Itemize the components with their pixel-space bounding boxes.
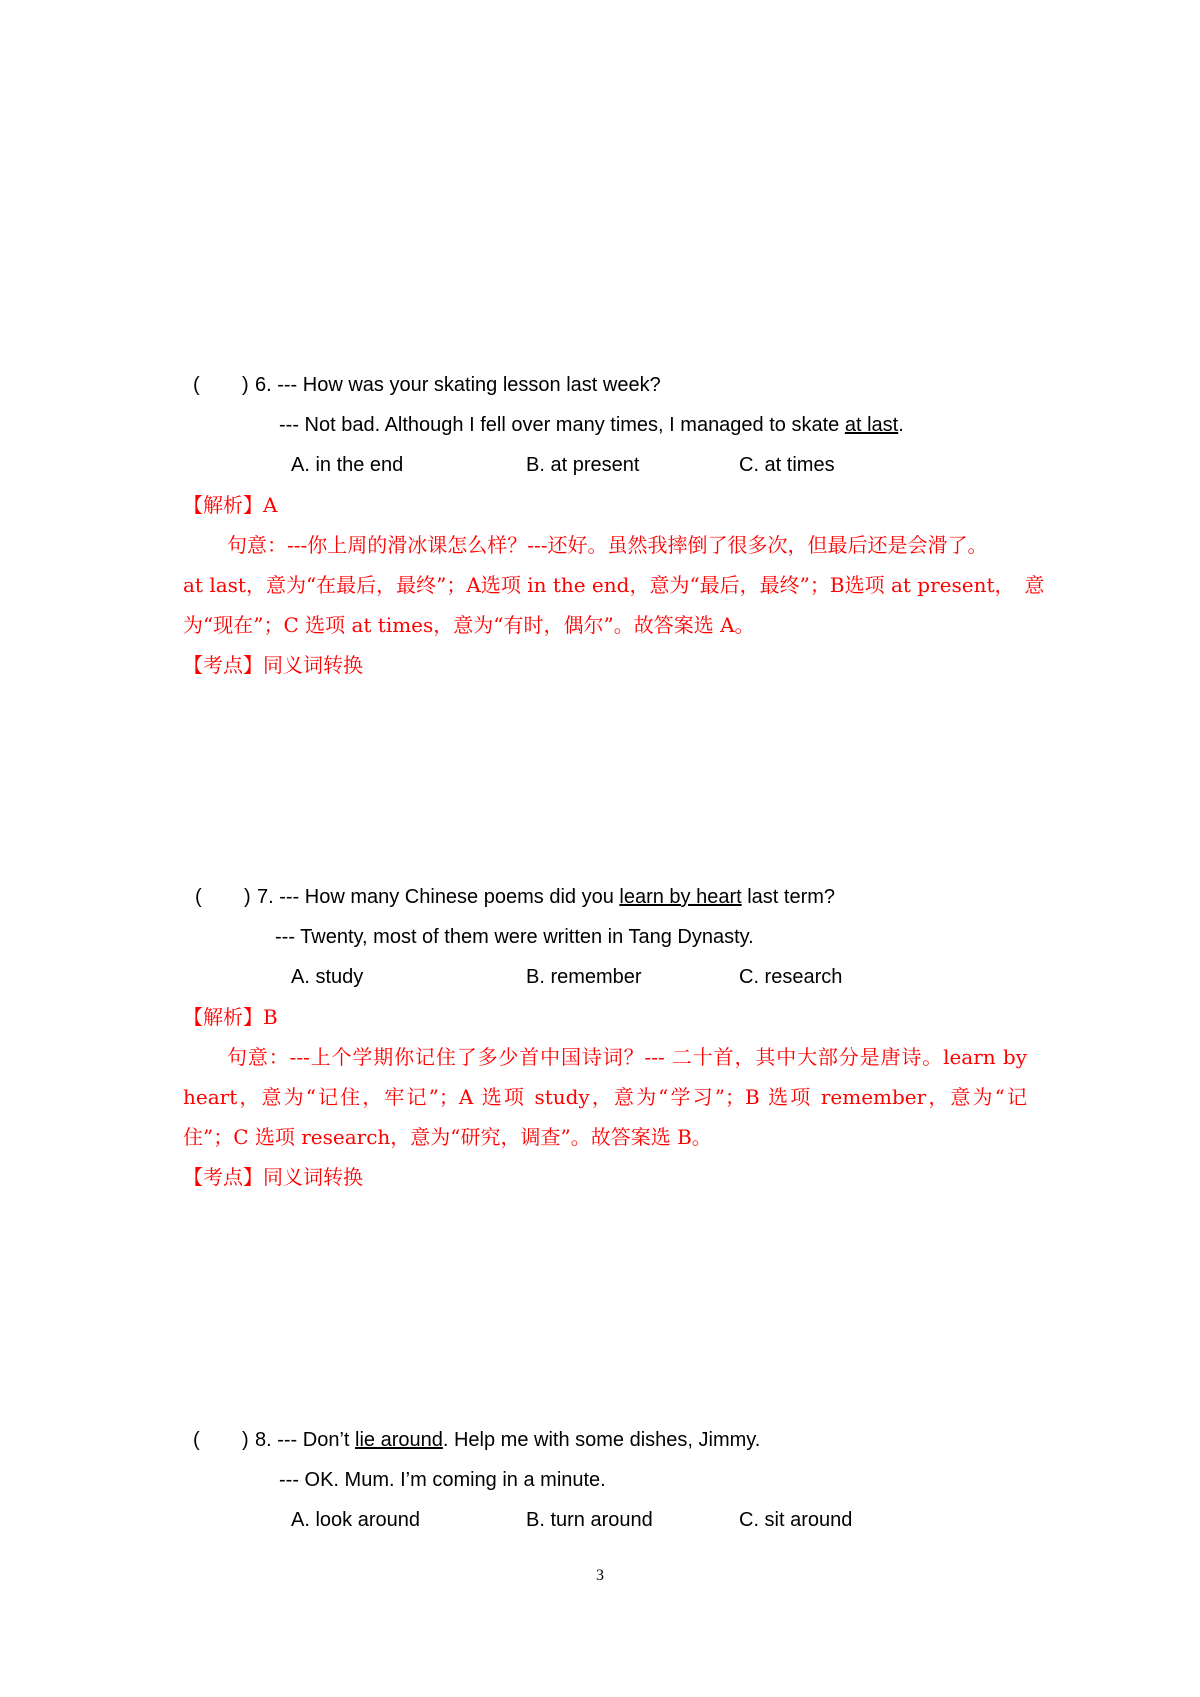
underlined-phrase: lie around — [355, 1429, 443, 1451]
analysis-line: at last，意为“在最后，最终”；A选项 in the end，意为“最后，最终”；B选项 at present， 意 — [183, 573, 1045, 597]
question-paren-open: ( — [193, 1429, 200, 1451]
analysis-label: 【解析】A — [183, 493, 278, 517]
question-reply: --- OK. Mum. I’m coming in a minute. — [279, 1469, 606, 1491]
key-point-label: 【考点】同义词转换 — [183, 1165, 363, 1189]
stem-text: 7. --- How many Chinese poems did you — [257, 886, 620, 908]
question-paren-close: ) — [244, 886, 251, 908]
question-reply: --- Twenty, most of them were written in Tang Dynasty. — [275, 926, 754, 948]
analysis-label: 【解析】B — [183, 1005, 278, 1029]
option-c: C. sit around — [739, 1509, 853, 1531]
question-reply — [279, 412, 904, 438]
reply-text: --- Not bad. Although I fell over many times, I managed to skate — [279, 414, 845, 436]
question-paren-close: ) — [242, 1429, 249, 1451]
key-point-label: 【考点】同义词转换 — [183, 653, 363, 677]
option-b: B. remember — [526, 966, 642, 988]
reply-end: . — [898, 414, 904, 436]
option-c: C. research — [739, 966, 843, 988]
question-stem — [255, 1427, 760, 1453]
analysis-line: 为“现在”；C 选项 at times，意为“有时，偶尔”。故答案选 A。 — [183, 613, 755, 637]
page-number: 3 — [596, 1567, 604, 1584]
option-b: B. at present — [526, 454, 640, 476]
underlined-phrase: at last — [844, 414, 899, 436]
option-a: A. look around — [291, 1509, 420, 1531]
question-stem — [257, 884, 835, 910]
question-paren-open: ( — [195, 886, 202, 908]
underlined-phrase: learn by heart — [619, 886, 742, 908]
stem-end: last term? — [741, 886, 836, 908]
stem-end: . Help me with some dishes, Jimmy. — [442, 1429, 761, 1451]
question-paren-close: ) — [242, 374, 249, 396]
question-stem: 6. --- How was your skating lesson last week? — [255, 374, 661, 396]
analysis-line: 句意：---上个学期你记住了多少首中国诗词？--- 二十首，其中大部分是唐诗。learn by — [227, 1045, 1027, 1069]
stem-text: 8. --- Don’t — [255, 1429, 356, 1451]
analysis-line: 住”；C 选项 research，意为“研究，调查”。故答案选 B。 — [183, 1125, 712, 1149]
option-b: B. turn around — [526, 1509, 653, 1531]
option-c: C. at times — [739, 454, 835, 476]
question-paren-open: ( — [193, 374, 200, 396]
analysis-line: heart，意为“记住，牢记”；A 选项 study，意为“学习”；B 选项 remember，意为“记 — [183, 1085, 1027, 1109]
analysis-line: 句意：---你上周的滑冰课怎么样？---还好。虽然我摔倒了很多次，但最后还是会滑了。 — [227, 533, 988, 557]
option-a: A. study — [291, 966, 364, 988]
option-a: A. in the end — [291, 454, 404, 476]
